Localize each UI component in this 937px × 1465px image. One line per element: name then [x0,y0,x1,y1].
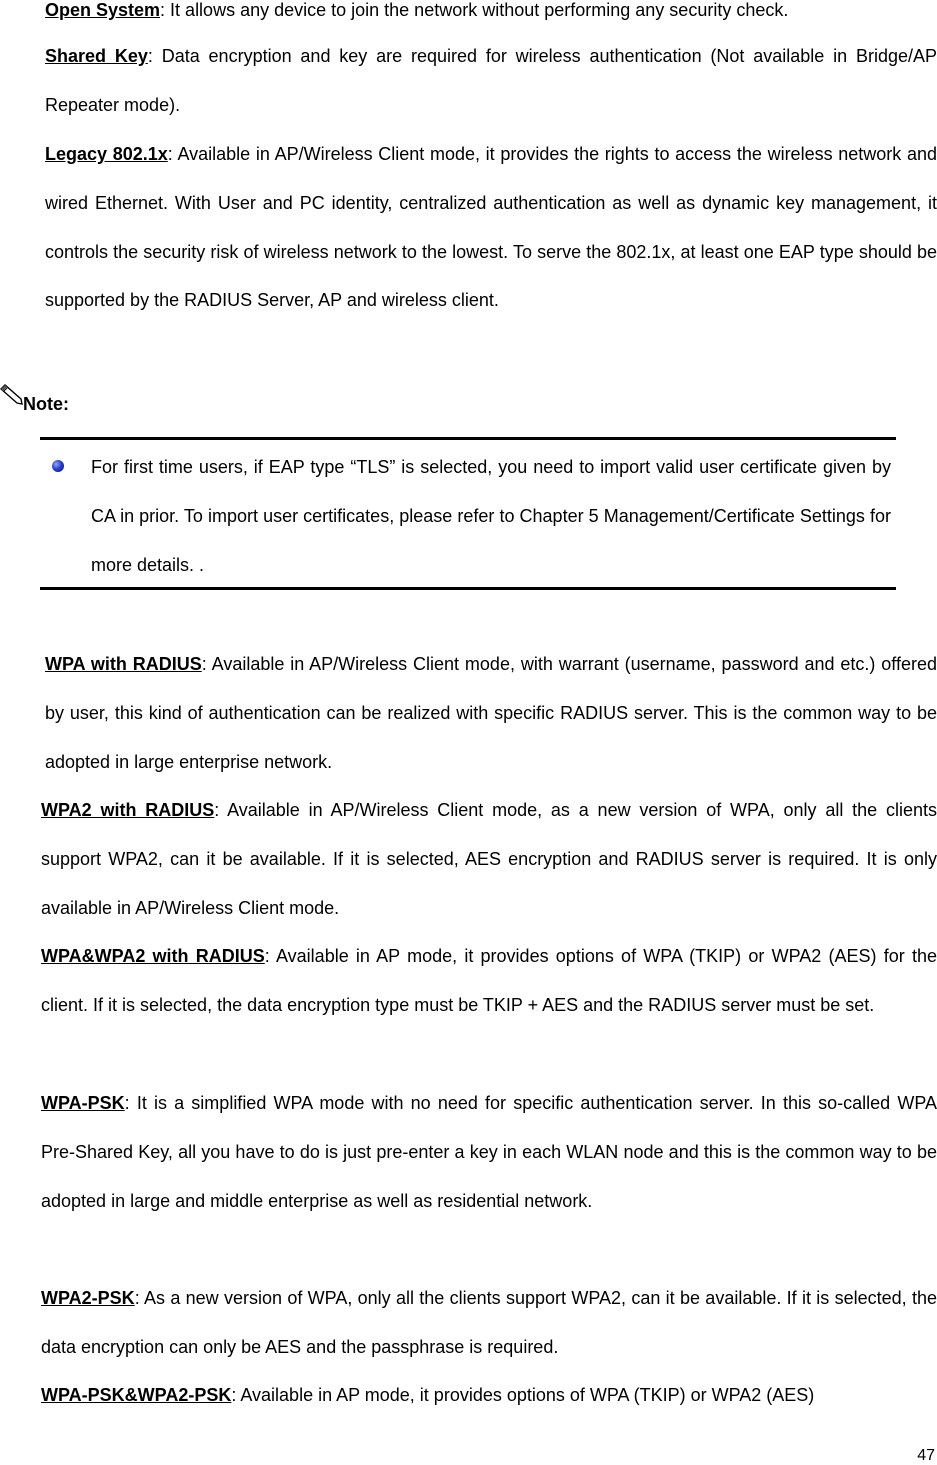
term-wpa-radius: WPA with RADIUS [45,654,202,674]
note-top-rule [40,437,896,440]
term-wpa-psk: WPA-PSK [41,1093,125,1113]
term-legacy-8021x: Legacy 802.1x [45,144,168,164]
desc-wpa2-psk: : As a new version of WPA, only all the clients support WPA2, can it be available. If it is selected, the data encryption can only be AES and the passphrase is required. [41,1288,937,1357]
bullet-icon [52,460,64,472]
term-wpa2-radius: WPA2 with RADIUS [41,800,215,820]
note-bottom-rule [40,587,896,590]
paragraph-legacy-8021x [45,130,937,325]
term-wpa-wpa2-radius: WPA&WPA2 with RADIUS [41,946,265,966]
paragraph-wpa-psk [41,1079,937,1225]
paragraph-shared-key [45,32,937,130]
paragraph-wpa-psk-wpa2-psk [41,1371,937,1420]
paragraph-wpa-wpa2-radius [41,932,937,1030]
desc-shared-key: : Data encryption and key are required for wireless authentication (Not available in Bridge/AP Repeater mode). [45,46,937,115]
paragraph-open-system [45,0,937,35]
desc-wpa-wpa2-radius: : Available in AP mode, it provides options of WPA (TKIP) or WPA2 (AES) for the client. If it is selected, the data encryption type must be TKIP + AES and the RADIUS server must be set. [41,946,937,1015]
paragraph-wpa-radius [45,640,937,786]
term-open-system: Open System [45,0,161,20]
term-wpa-psk-wpa2-psk: WPA-PSK&WPA2-PSK [41,1385,232,1405]
note-header [0,380,120,420]
desc-wpa-psk-wpa2-psk: : Available in AP mode, it provides options of WPA (TKIP) or WPA2 (AES) [231,1385,815,1405]
desc-wpa-psk: : It is a simplified WPA mode with no need for specific authentication server. In this so-called WPA Pre-Shared Key, all you have to do is just pre-enter a key in each WLAN node and this is the common way to be adopted in large and middle enterprise as well as residential network. [41,1093,937,1211]
term-shared-key: Shared Key [45,46,148,66]
page-number: 47 [917,1447,935,1464]
note-text: For first time users, if EAP type “TLS” is selected, you need to import valid user certificate given by CA in prior. To import user certificates, please refer to Chapter 5 Management/Certificate Settings for more details. . [91,457,891,575]
paragraph-wpa2-radius [41,786,937,932]
desc-legacy-8021x: : Available in AP/Wireless Client mode, it provides the rights to access the wireless network and wired Ethernet. With User and PC identity, centralized authentication as well as dynamic key management, it controls the security risk of wireless network to the lowest. To serve the 802.1x, at least one EAP type should be supported by the RADIUS Server, AP and wireless client. [45,144,937,311]
desc-wpa-radius: : Available in AP/Wireless Client mode, with warrant (username, password and etc.) offered by user, this kind of authentication can be realized with specific RADIUS server. This is the common way to be adopted in large enterprise network. [45,654,937,772]
paragraph-wpa2-psk [41,1274,937,1372]
note-label: Note: [23,394,69,414]
desc-wpa2-radius: : Available in AP/Wireless Client mode, as a new version of WPA, only all the clients support WPA2, can it be available. If it is selected, AES encryption and RADIUS server is required. It is only available in AP/Wireless Client mode. [41,800,937,918]
desc-open-system: : It allows any device to join the network without performing any security check. [160,0,789,20]
term-wpa2-psk: WPA2-PSK [41,1288,135,1308]
